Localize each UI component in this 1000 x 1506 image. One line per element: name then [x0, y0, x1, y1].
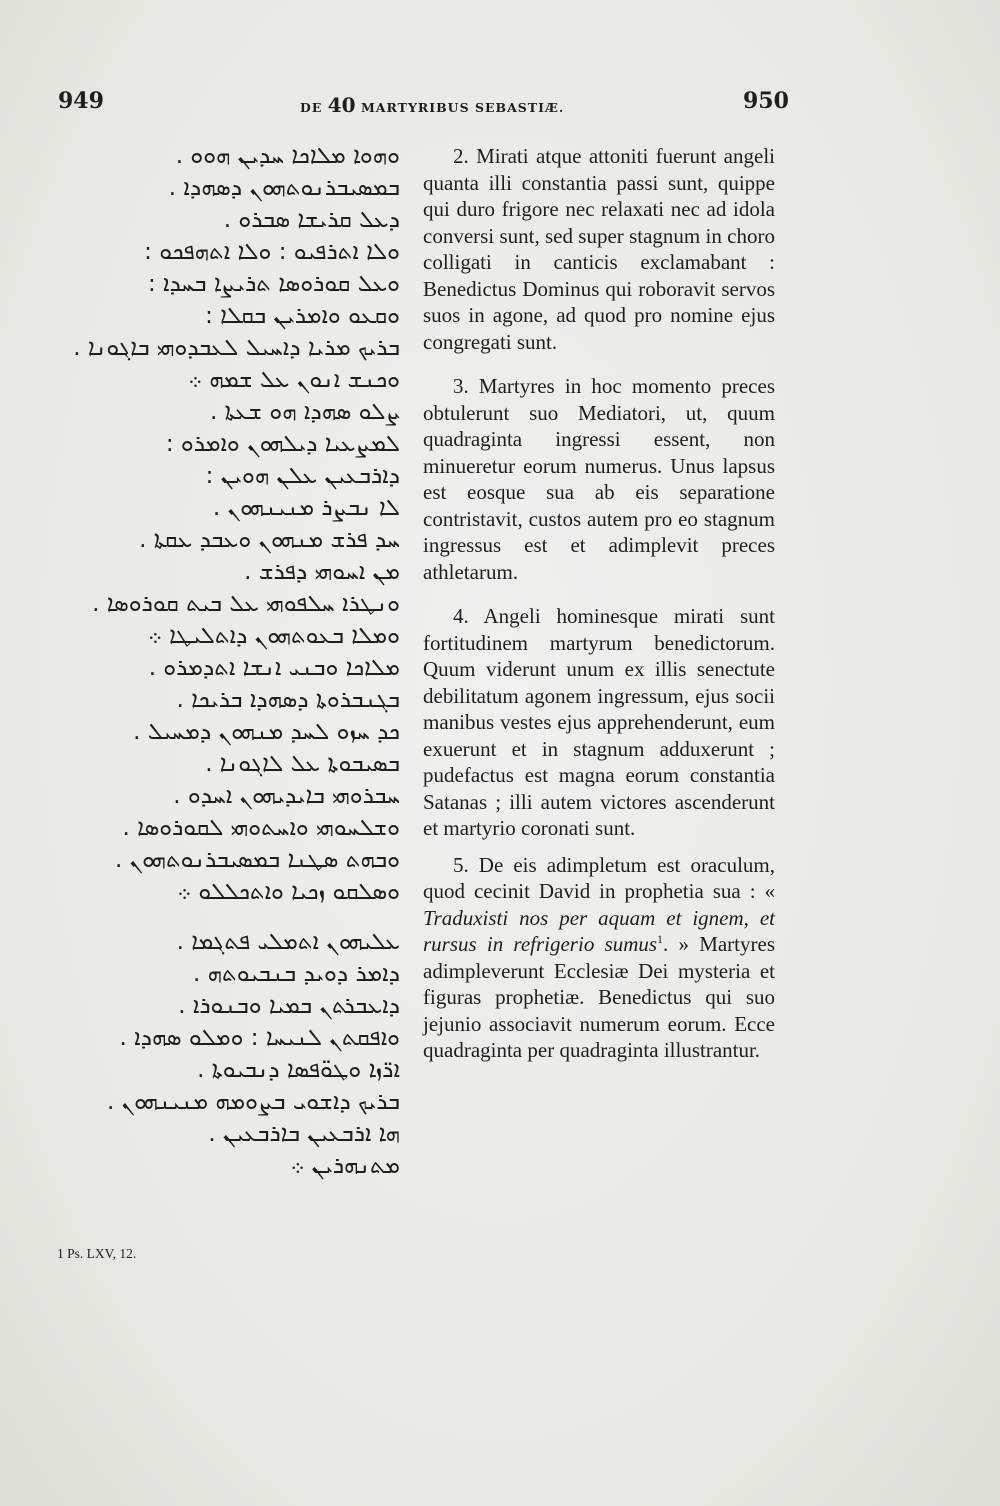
syriac-line: ܡܠܐܟܐ ܘܒܢܝ ܐܢܫܐ ܐܬܕܡܪܘ .: [148, 655, 400, 681]
latin-paragraph-4: 4. Angeli hominesque mirati sunt fortitudinem martyrum benedictorum. Quum viderunt unum ex illis senectute debilitatum agonem ingressum, ejus socii manibus vestes ejus apprehenderunt, eum exuerunt et in stagnum adduxerunt ; pudefactus est magna eorum constantia Satanas ; illi autem victores ascenderunt et martyrio coronati sunt.: [423, 604, 775, 840]
page-number-left: 949: [58, 88, 104, 114]
syriac-line: ܘܒܗܬ ܣܛܢܐ ܒܡܣܝܒܪܢܘܬܗܘܢ .: [114, 847, 400, 873]
syriac-line: ܕܥܠ ܩܪܝܫܐ ܣܒܪܘ .: [223, 207, 400, 233]
syriac-line: ܘܢܛܪܐ ܚܠܦܘܗܝ ܥܠ ܒܝܬ ܩܘܪܘܣܐ .: [92, 591, 400, 617]
syriac-text-column: [20, 140, 400, 1182]
latin-paragraph-5-tail: . » Martyres adimpleverunt Ecclesiæ Dei mysteria et figuras prophetiæ. Benedictus qui suo jejunio associavit numerum eorum. Ecce quadraginta per quadraginta illustrantur.: [423, 932, 775, 1062]
syriac-line: ܒܣܝܒܘܬܐ ܥܠ ܠܐܓܘܢܐ .: [205, 751, 400, 777]
syriac-line: ܚܒܪܘܗܝ ܒܐܝܕܝܗܘܢ ܐܚܕܘ .: [173, 783, 400, 809]
stanza-gap: [20, 908, 400, 926]
syriac-line: ܠܡܨܥܝܐ ܕܝܠܗܘܢ ܘܐܡܪܘ :: [165, 431, 400, 457]
running-head-title: MARTYRIBUS SEBASTIÆ.: [360, 100, 565, 115]
syriac-line: ܡܢ ܐܚܘܗܝ ܕܦܪܫ .: [244, 559, 400, 585]
syriac-line: ܘܗܘܐ ܡܠܐܟܐ ܚܕܝܢ ܗܘܘ .: [175, 143, 400, 169]
syriac-line: ܨܠܘ ܣܗܕܐ ܗܘ ܫܥܬܐ .: [209, 399, 400, 425]
syriac-line: ܒܡܣܝܒܪܢܘܬܗܘܢ ܕܣܗܕܐ .: [168, 175, 400, 201]
syriac-line: ܕܐܪܒܥܝܢ ܥܠܢ ܗܘܝܢ :: [205, 463, 400, 489]
syriac-line: ܒܪܝܟ ܡܪܝܐ ܕܐܚܝܠ ܠܥܒܕܘܗܝ ܒܐܓܘܢܐ .: [73, 335, 400, 361]
running-head-number: 40: [327, 93, 356, 117]
syriac-line: ܕܐܥܒܪܬܢ ܒܡܝܐ ܘܒܢܘܪܐ .: [178, 993, 400, 1019]
syriac-line: ܘܫܠܚܘܗܝ ܘܐܚܬܘܗܝ ܠܩܘܪܘܣܐ .: [122, 815, 400, 841]
running-head-prefix: DE: [300, 100, 323, 115]
page-header: [0, 88, 1000, 118]
syriac-line: ܚܕ ܦܪܫ ܡܢܗܘܢ ܘܥܒܕ ܥܩܬܐ .: [139, 527, 400, 553]
syriac-line: ܟܕ ܚܙܘ ܠܚܕ ܡܢܗܘܢ ܕܡܚܝܠ .: [133, 719, 400, 745]
page-number-right: 950: [743, 88, 789, 114]
syriac-line: ܠܐ ܢܒܨܪ ܡܢܝܢܗܘܢ .: [212, 495, 400, 521]
syriac-line: ܒܓܢܒܪܘܬܐ ܕܣܗܕܐ ܒܪܝܟܐ .: [176, 687, 400, 713]
latin-paragraph-5-lead: 5. De eis adimpletum est oraculum, quod cecinit David in prophetia sua : «: [423, 852, 775, 903]
footnote: 1 Ps. LXV, 12.: [57, 1246, 137, 1261]
latin-paragraph-5: [423, 852, 775, 1064]
syriac-line: ܥܠܝܗܘܢ ܐܬܡܠܝ ܦܬܓܡܐ .: [176, 929, 400, 955]
latin-paragraph-3: 3. Martyres in hoc momento preces obtulerunt suo Mediatori, ut, quum quadraginta ingressi essent, non minueretur eorum numerus. Unus lapsus est eosque sua ab eis separatione contristavit, custos autem pro eo stagnum ingressus est et adimplevit preces athletarum.: [423, 374, 775, 584]
latin-paragraph-2: 2. Mirati atque attoniti fuerunt angeli quanta illi constantia passi sunt, quippe qui duro frigore nec relaxati nec ad idola conversi sunt, sed super stagnum in choro colligati in canticis exclamabant : Benedictus Dominus qui roboravit servos suos in agone, ad quod pro nomine ejus congregati sunt.: [423, 144, 775, 354]
latin-text-column: [423, 143, 775, 1064]
syriac-line: ܘܠܐ ܐܬܪܦܝܘ : ܘܠܐ ܐܬܗܦܟܘ :: [144, 239, 400, 265]
syriac-line: ܗܐ ܐܪܒܥܝܢ ܒܐܪܒܥܝܢ .: [208, 1121, 400, 1147]
syriac-line: ܕܐܡܪ ܕܘܝܕ ܒܢܒܝܘܬܗ .: [193, 961, 400, 987]
syriac-line: ܒܪܝܟ ܕܐܫܘܝ ܒܨܘܡܗ ܡܢܝܢܗܘܢ .: [106, 1089, 400, 1115]
syriac-line: ܘܐܦܩܬܢ ܠܢܝܚܐ : ܘܡܠܘ ܣܗܕܐ .: [119, 1025, 400, 1051]
footnote-marker[interactable]: 1: [657, 932, 664, 946]
scripture-quotation: Traduxisti nos per aquam et ignem, et rursus in refrigerio sumus: [423, 905, 775, 956]
syriac-line: ܐܪ̈ܙܐ ܘܛܘ̈ܦܣܐ ܕܢܒܝܘܬܐ .: [197, 1057, 400, 1083]
running-head: [300, 93, 564, 117]
syriac-line: ܘܟܢܫ ܐܢܘܢ ܥܠ ܫܡܗ ܀: [188, 367, 400, 393]
syriac-line: ܘܥܠ ܩܘܪܘܣܐ ܬܪܝܨܐ ܒܚܕܐ :: [148, 271, 400, 297]
syriac-line: ܘܣܠܩܘ ܙܟܝܐ ܘܐܬܟܠܠܘ ܀: [177, 879, 400, 905]
syriac-line: ܘܩܥܘ ܘܐܡܪܝܢ ܒܩܠܐ :: [205, 303, 400, 329]
syriac-line: ܡܬܢܗܪܝܢ ܀: [290, 1153, 400, 1179]
syriac-line: ܘܡܠܐ ܒܥܘܬܗܘܢ ܕܐܬܠܝܛܐ ܀: [147, 623, 400, 649]
